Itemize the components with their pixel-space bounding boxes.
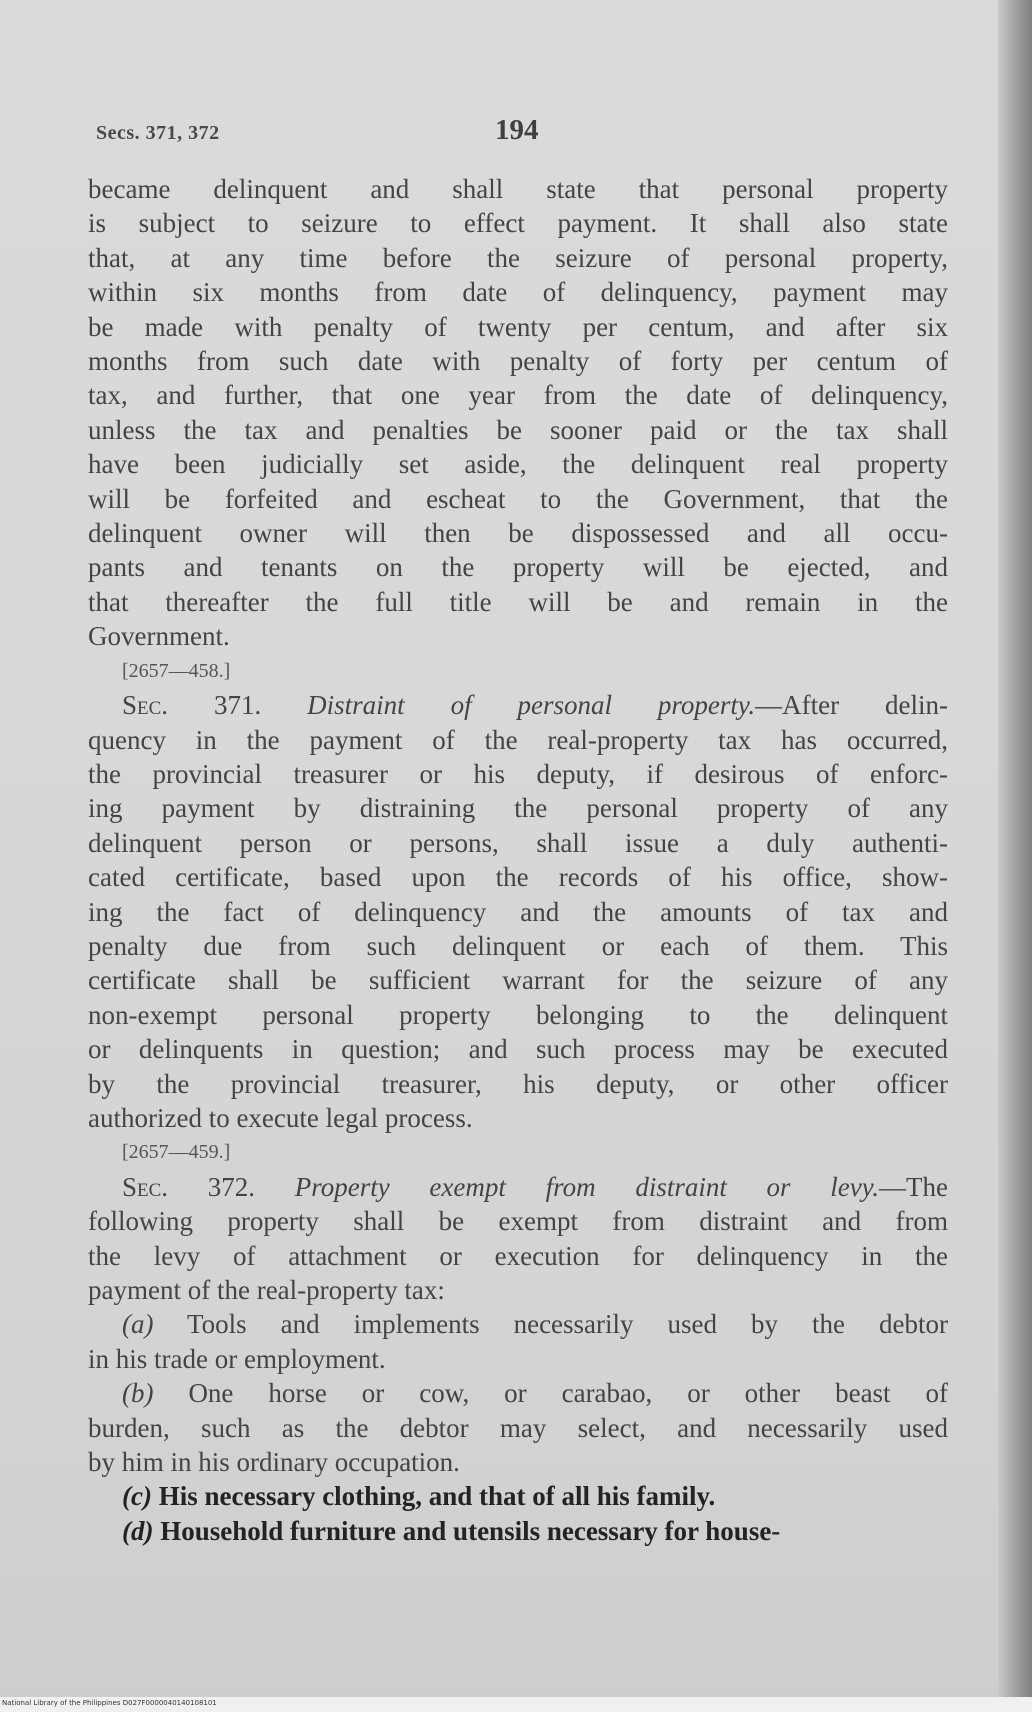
list-item-b [88,1376,948,1410]
text-line: months from such date with penalty of forty per centum of [88,346,948,377]
section-title: Property exempt from distraint or levy. [294,1171,880,1202]
text-line: became delinquent and shall state that personal property [88,174,948,204]
text-line: delinquent owner will then be dispossessed and all occu- [88,518,948,549]
section-label: Sec. 372. [122,1171,256,1202]
list-item-a [88,1307,948,1341]
text-line: by the provincial treasurer, his deputy, or other officer [88,1068,948,1099]
text-line: burden, such as the debtor may select, and necessarily used [88,1412,948,1443]
section-reference: Secs. 371, 372 [96,122,220,144]
text-line: have been judicially set aside, the delinquent real property [88,449,948,480]
section-372 [88,1135,948,1548]
continuation-paragraph [88,172,948,654]
page-number: 194 [495,114,539,146]
text-line: is subject to seizure to effect payment. It shall also state [88,208,948,239]
running-header [90,112,950,152]
text-line: be made with penalty of twenty per centum, and after six [88,311,948,342]
text-line: will be forfeited and escheat to the Government, that the [88,483,948,514]
section-label: Sec. 371. [122,690,262,721]
text-line: unless the tax and penalties be sooner paid or the tax shall [88,414,948,445]
text-line: within six months from date of delinquency, payment may [88,277,948,308]
text-line: that, at any time before the seizure of personal property, [88,242,948,273]
source-reference: [2657—459.] [122,1141,231,1164]
item-text: His necessary clothing, and that of all his family. [158,1481,716,1512]
item-text: Tools and implements necessarily used by the debtor [187,1309,948,1340]
text-line: following property shall be exempt from distraint and from [88,1206,948,1237]
item-label: (b) [122,1378,154,1409]
scan-credit-bar [0,1697,1032,1712]
list-item-d [88,1514,948,1548]
source-reference: [2657—458.] [122,659,231,682]
section-heading-line [88,688,948,722]
text-line: pants and tenants on the property will be ejected, and [88,552,948,583]
text-line: cated certificate, based upon the records of his office, show- [88,862,948,893]
text-line: authorized to execute legal process. [88,1102,473,1133]
section-heading-line [88,1170,948,1204]
text-line: by him in his ordinary occupation. [88,1447,460,1478]
scan-credit: National Library of the Philippines D027F0000040140108101 [2,1699,217,1707]
text-line: that thereafter the full title will be and remain in the [88,586,948,617]
book-spine-shadow [998,0,1032,1712]
list-item-c [88,1479,948,1513]
item-label: (d) [122,1515,154,1546]
text-line: the provincial treasurer or his deputy, if desirous of enforc- [88,758,948,789]
item-text: One horse or cow, or carabao, or other beast of [188,1378,948,1409]
item-label: (c) [122,1481,152,1512]
page-body [88,172,948,1548]
text-line: quency in the payment of the real-property tax has occurred, [88,724,948,755]
section-heading-rest: —The [879,1171,948,1202]
text-line: ing payment by distraining the personal property of any [88,793,948,824]
text-line: in his trade or employment. [88,1343,386,1374]
section-371 [88,654,948,1136]
text-line: ing the fact of delinquency and the amounts of tax and [88,896,948,927]
text-line: Government. [88,621,230,652]
text-line: non-exempt personal property belonging to the delinquent [88,999,948,1030]
item-label: (a) [122,1309,154,1340]
section-title: Distraint of personal property. [307,690,756,721]
section-heading-rest: —After delin- [755,690,949,721]
text-line: the levy of attachment or execution for delinquency in the [88,1240,948,1271]
text-line: or delinquents in question; and such process may be executed [88,1034,948,1065]
text-line: penalty due from such delinquent or each of them. This [88,930,948,961]
text-line: delinquent person or persons, shall issue a duly authenti- [88,827,948,858]
text-line: certificate shall be sufficient warrant for the seizure of any [88,965,948,996]
text-line: payment of the real-property tax: [88,1275,445,1305]
text-line: tax, and further, that one year from the date of delinquency, [88,380,948,411]
item-text: Household furniture and utensils necessary for house- [160,1515,781,1546]
